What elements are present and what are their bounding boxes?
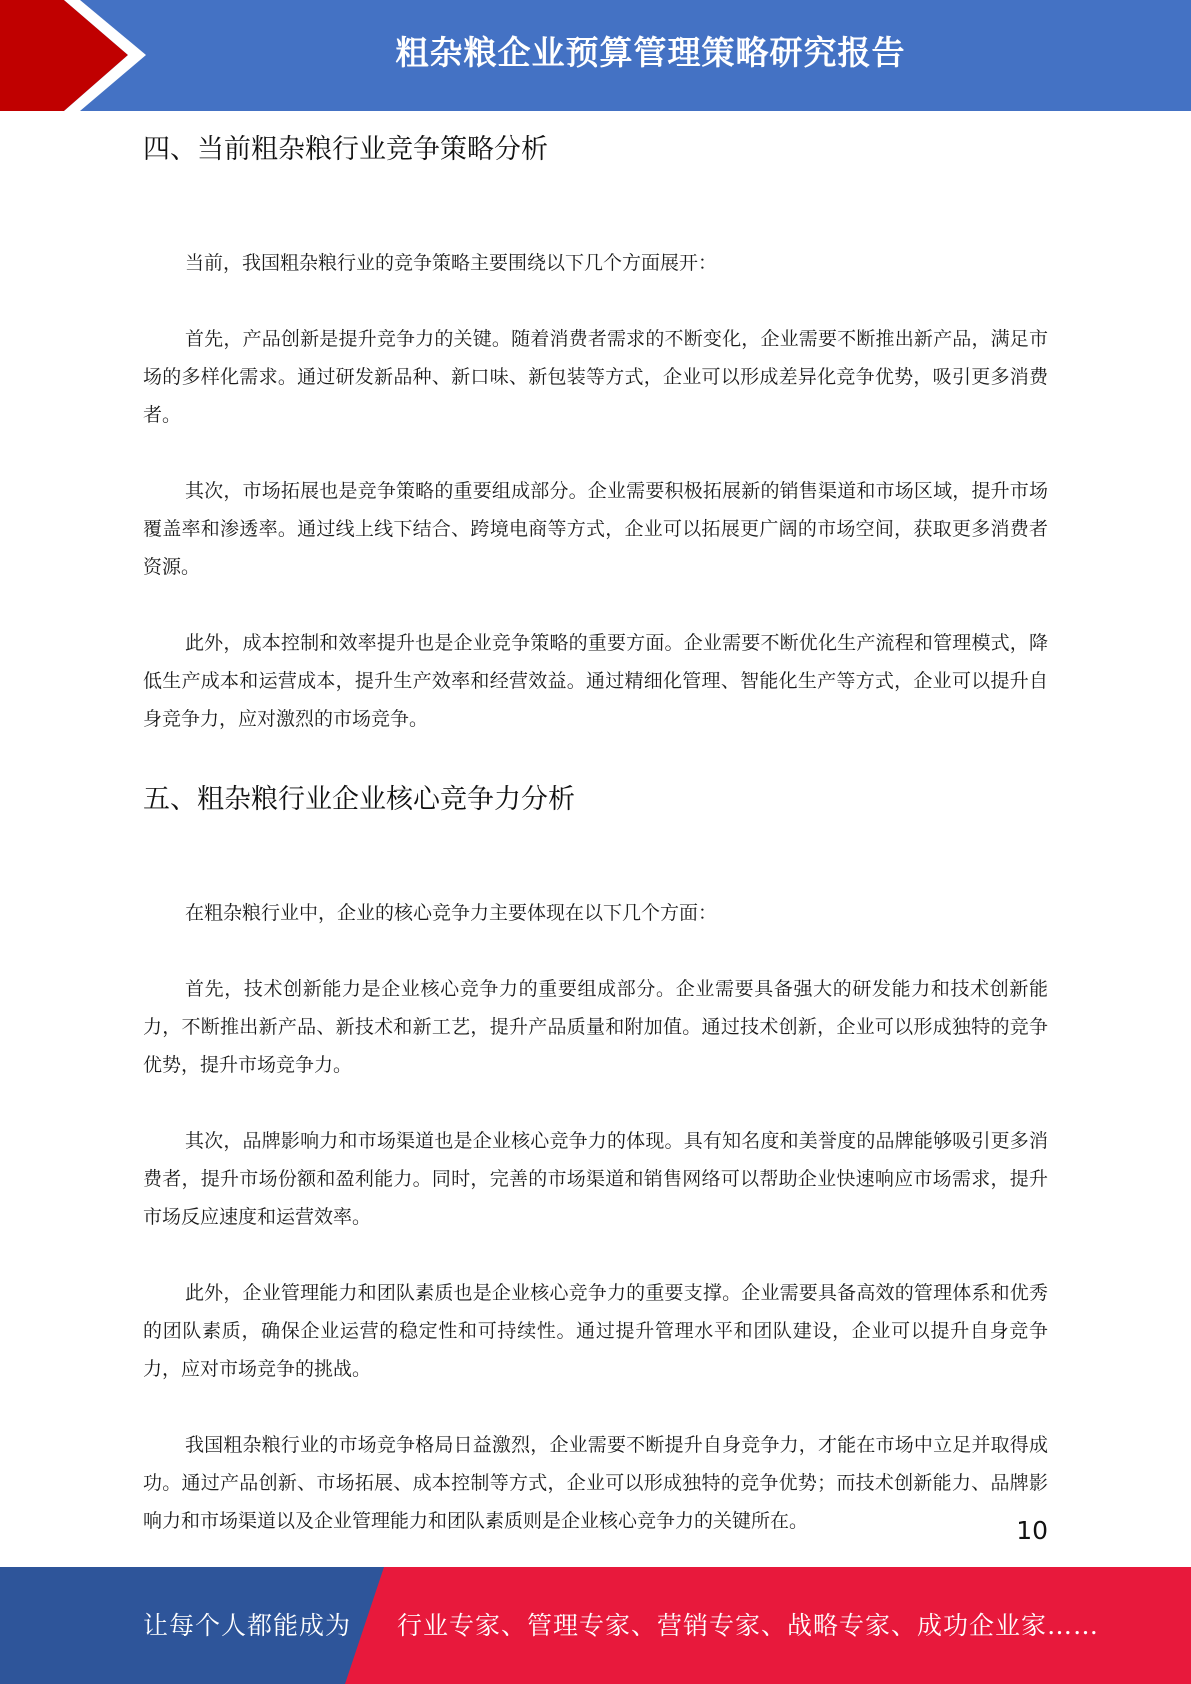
header-banner: [0, 0, 1191, 111]
section-core-competitiveness: [143, 768, 1048, 1540]
chevron-red-shape: [0, 0, 128, 111]
document-title: 粗杂粮企业预算管理策略研究报告: [395, 33, 906, 72]
paragraph: 在粗杂粮行业中，企业的核心竞争力主要体现在以下几个方面：: [185, 902, 718, 924]
paragraph: 首先，产品创新是提升竞争力的关键。随着消费者需求的不断变化，企业需要不断推出新产品，满足市场的多样化需求。通过研发新品种、新口味、新包装等方式，企业可以形成差异化竞争优势，吸引更多消费者。: [143, 328, 1048, 426]
section-competitive-strategy: [143, 118, 1048, 738]
paragraph: 此外，企业管理能力和团队素质也是企业核心竞争力的重要支撑。企业需要具备高效的管理体系和优秀的团队素质，确保企业运营的稳定性和可持续性。通过提升管理水平和团队建设，企业可以提升自身竞争力，应对市场竞争的挑战。: [143, 1282, 1048, 1380]
section-heading: 四、当前粗杂粮行业竞争策略分析: [143, 134, 548, 165]
paragraph: 此外，成本控制和效率提升也是企业竞争策略的重要方面。企业需要不断优化生产流程和管理模式，降低生产成本和运营成本，提升生产效率和经营效益。通过精细化管理、智能化生产等方式，企业可以提升自身竞争力，应对激烈的市场竞争。: [143, 632, 1048, 730]
paragraph: 当前，我国粗杂粮行业的竞争策略主要围绕以下几个方面展开：: [185, 252, 718, 274]
paragraph: 其次，品牌影响力和市场渠道也是企业核心竞争力的体现。具有知名度和美誉度的品牌能够吸引更多消费者，提升市场份额和盈利能力。同时，完善的市场渠道和销售网络可以帮助企业快速响应市场需求，提升市场反应速度和运营效率。: [143, 1130, 1048, 1228]
footer-slogan-right: 行业专家、管理专家、营销专家、战略专家、成功企业家……: [397, 1611, 1100, 1640]
footer-banner: [0, 1567, 1191, 1684]
footer-slogan-left: 让每个人都能成为: [143, 1611, 352, 1640]
main-content: [143, 118, 1048, 1540]
section-heading: 五、粗杂粮行业企业核心竞争力分析: [143, 784, 575, 815]
chevron-arrow-icon: [0, 0, 160, 111]
paragraph: 其次，市场拓展也是竞争策略的重要组成部分。企业需要积极拓展新的销售渠道和市场区域，提升市场覆盖率和渗透率。通过线上线下结合、跨境电商等方式，企业可以拓展更广阔的市场空间，获取更多消费者资源。: [143, 480, 1048, 578]
paragraph: 我国粗杂粮行业的市场竞争格局日益激烈，企业需要不断提升自身竞争力，才能在市场中立足并取得成功。通过产品创新、市场拓展、成本控制等方式，企业可以形成独特的竞争优势；而技术创新能力、品牌影响力和市场渠道以及企业管理能力和团队素质则是企业核心竞争力的关键所在。: [143, 1434, 1048, 1532]
paragraph: 首先，技术创新能力是企业核心竞争力的重要组成部分。企业需要具备强大的研发能力和技术创新能力，不断推出新产品、新技术和新工艺，提升产品质量和附加值。通过技术创新，企业可以形成独特的竞争优势，提升市场竞争力。: [143, 978, 1048, 1076]
page-number: 10: [1016, 1516, 1048, 1545]
